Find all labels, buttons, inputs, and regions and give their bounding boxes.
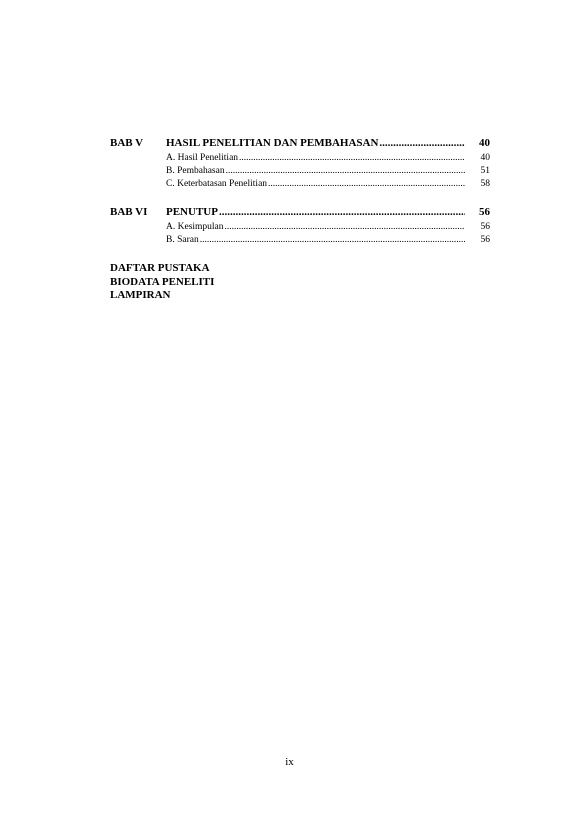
toc-back-matter [110,262,214,303]
entry-page-number: 56 [480,235,490,245]
toc-entry [166,235,490,248]
entry-page-number: 58 [480,179,490,189]
toc-appendix-item: BIODATA PENELITI [110,275,215,288]
entry-title: B. Pembahasan [166,166,225,176]
entry-title: C. Keterbatasan Penelitian [166,179,268,189]
toc-entry [166,153,490,166]
entry-page-number: 51 [480,166,490,176]
dot-leader [226,166,465,176]
dot-leader [268,179,465,189]
toc-chapter-5 [110,137,490,192]
chapter-title: HASIL PENELITIAN DAN PEMBAHASAN [166,137,379,149]
toc-chapter-heading [110,137,490,153]
chapter-label: BAB VI [110,206,148,218]
chapter-title: PENUTUP [166,206,218,218]
dot-leader [219,206,465,218]
dot-leader [379,137,465,149]
toc-appendix-item: DAFTAR PUSTAKA [110,262,210,274]
toc-entry [166,166,490,179]
page-number: ix [285,756,294,768]
entry-title: A. Kesimpulan [166,222,224,232]
chapter-page-number: 40 [479,137,490,149]
toc-chapter-heading [110,206,490,222]
entry-title: A. Hasil Penelitian [166,153,239,163]
dot-leader [239,153,465,163]
dot-leader [225,222,465,232]
toc-appendix-item: LAMPIRAN [110,289,171,301]
entry-page-number: 56 [480,222,490,232]
entry-page-number: 40 [480,153,490,163]
toc-entry [166,179,490,192]
toc-chapter-6 [110,206,490,248]
chapter-page-number: 56 [479,206,490,218]
toc-entry [166,222,490,235]
entry-title: B. Saran [166,235,199,245]
dot-leader [200,235,465,245]
chapter-label: BAB V [110,137,144,149]
